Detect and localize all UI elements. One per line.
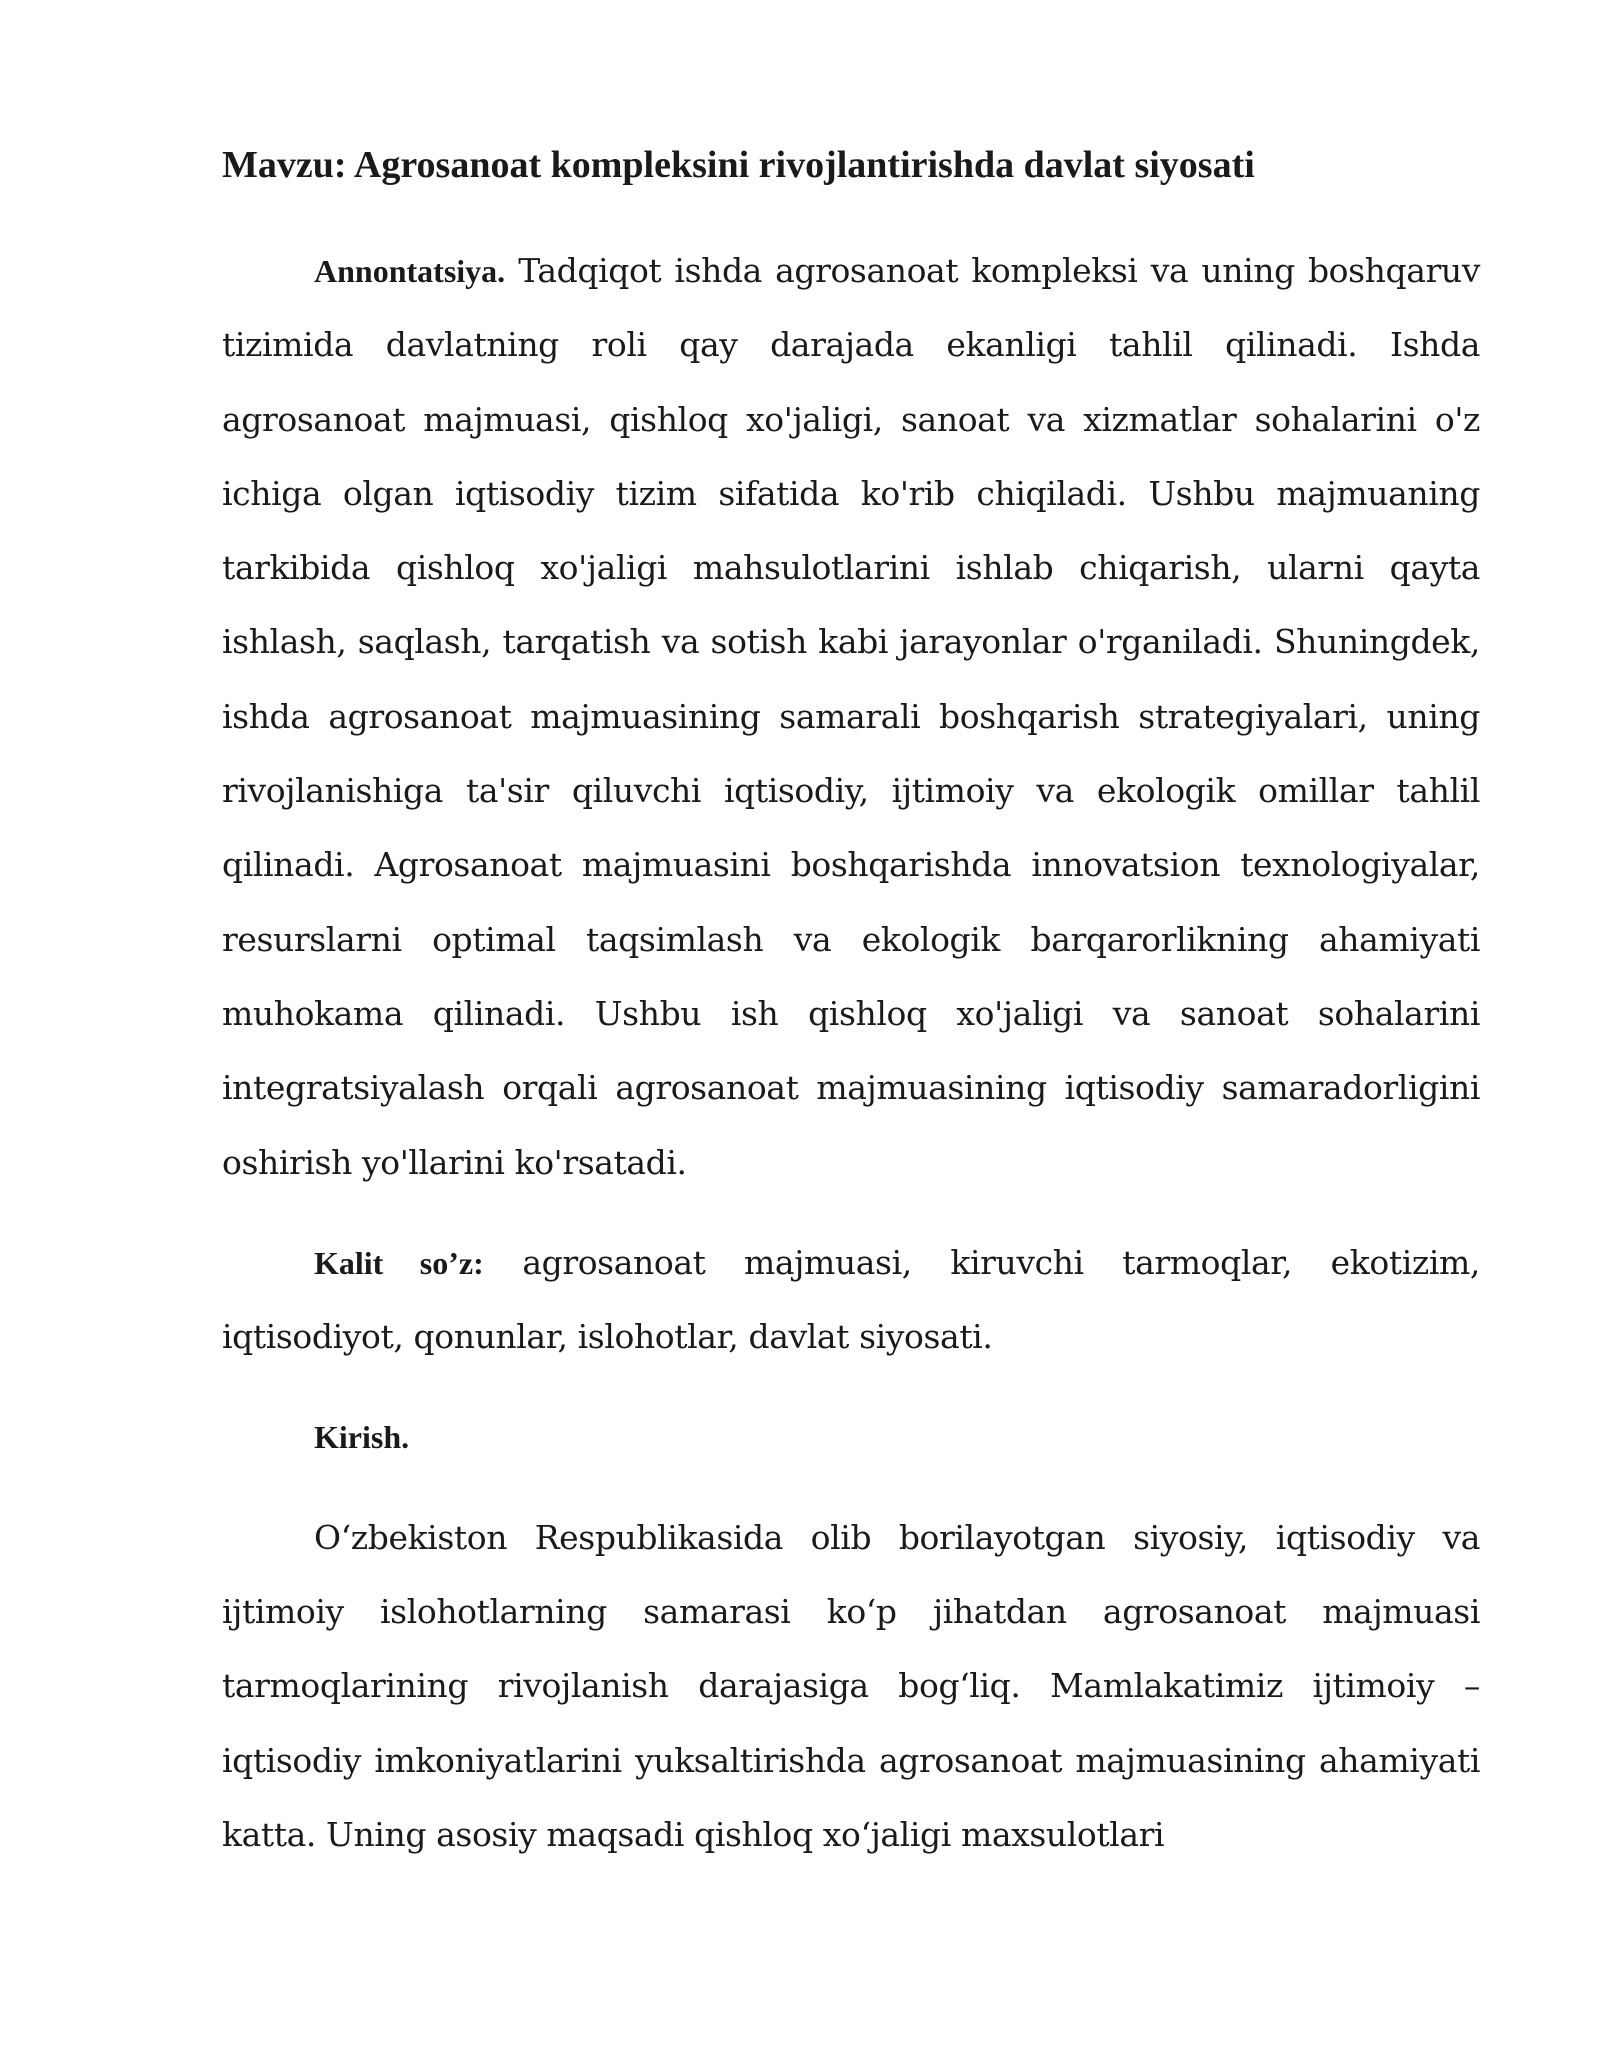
intro-heading: Kirish. bbox=[314, 1419, 410, 1456]
annotation-label: Annontatsiya. bbox=[314, 253, 506, 289]
document-title: Mavzu: Agrosanoat kompleksini rivojlantirishda davlat siyosati bbox=[222, 144, 1255, 186]
document-page bbox=[222, 140, 1480, 1872]
intro-paragraph: O‘zbekiston Respublikasida olib borilayotgan siyosiy, iqtisodiy va ijtimoiy islohotlarning samarasi ko‘p jihatdan agrosanoat majmuasi tarmoqlarining rivojlanish darajasiga bog‘liq. Mamlakatimiz ijtimoiy – iqtisodiy imkoniyatlarini yuksaltirishda agrosanoat majmuasining ahamiyati katta. Uning asosiy maqsadi qishloq xo‘jaligi maxsulotlari bbox=[222, 1517, 1480, 1854]
annotation-text: Tadqiqot ishda agrosanoat kompleksi va uning boshqaruv tizimida davlatning roli qay darajada ekanligi tahlil qilinadi. Ishda agrosanoat majmuasi, qishloq xo'jaligi, sanoat va xizmatlar sohalarini o'z ichiga olgan iqtisodiy tizim sifatida ko'rib chiqiladi. Ushbu majmuaning tarkibida qishloq xo'jaligi mahsulotlarini ishlab chiqarish, ularni qayta ishlash, saqlash, tarqatish va sotish kabi jarayonlar o'rganiladi. Shuningdek, ishda agrosanoat majmuasining samarali boshqarish strategiyalari, uning rivojlanishiga ta'sir qiluvchi iqtisodiy, ijtimoiy va ekologik omillar tahlil qilinadi. Agrosanoat majmuasini boshqarishda innovatsion texnologiyalar, resurslarni optimal taqsimlash va ekologik barqarorlikning ahamiyati muhokama qilinadi. Ushbu ish qishloq xo'jaligi va sanoat sohalarini integratsiyalash orqali agrosanoat majmuasining iqtisodiy samaradorligini oshirish yo'llarini ko'rsatadi. bbox=[222, 251, 1480, 1182]
intro-heading-paragraph bbox=[222, 1400, 1480, 1474]
annotation-paragraph bbox=[222, 234, 1480, 1200]
keywords-text: agrosanoat majmuasi, kiruvchi tarmoqlar, ekotizim, iqtisodiyot, qonunlar, islohotlar, davlat siyosati. bbox=[222, 1242, 1481, 1357]
keywords-paragraph bbox=[222, 1226, 1480, 1375]
keywords-label: Kalit so’z: bbox=[314, 1244, 484, 1281]
